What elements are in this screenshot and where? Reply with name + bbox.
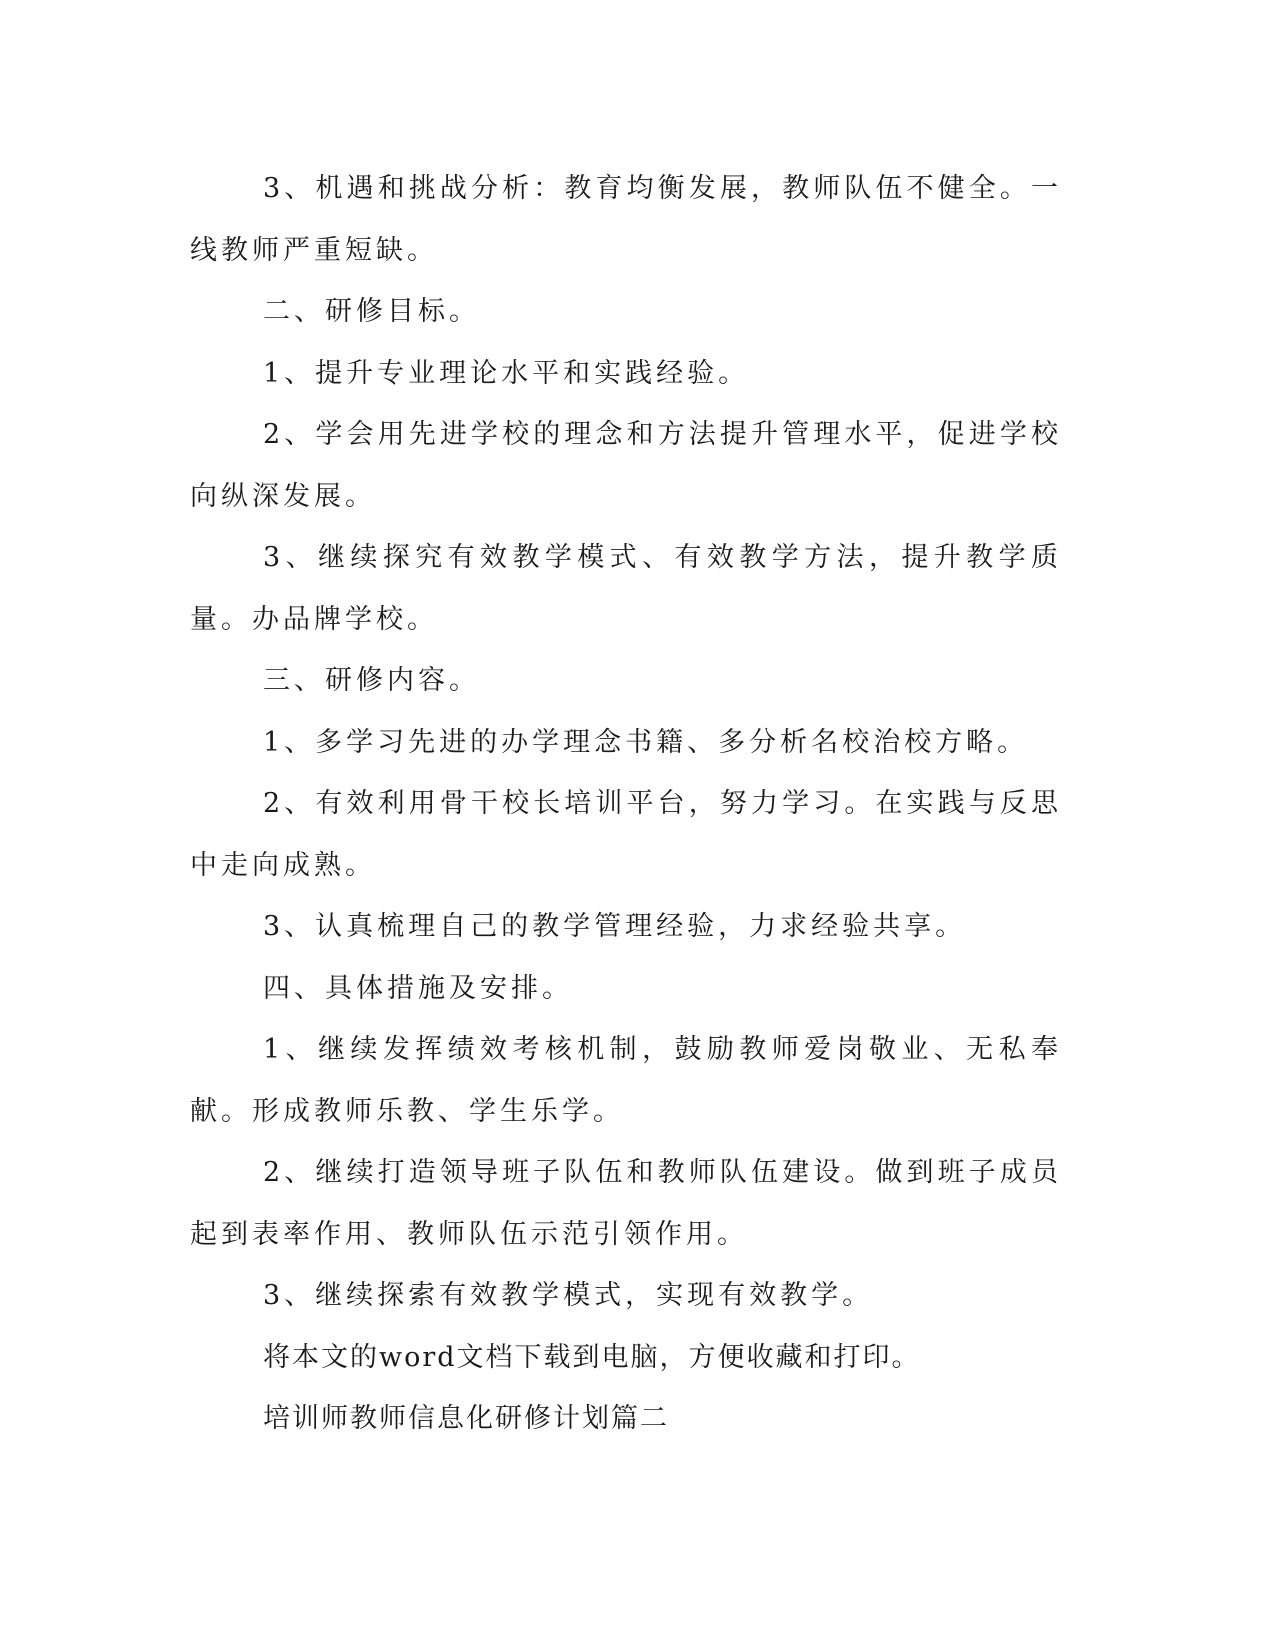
paragraph-goal-3: 3、继续探究有效教学模式、有效教学方法，提升教学质量。办品牌学校。 <box>190 542 1062 635</box>
paragraph-download-note: 将本文的word文档下载到电脑，方便收藏和打印。 <box>263 1341 921 1373</box>
paragraph-goal-2: 2、学会用先进学校的理念和方法提升管理水平，促进学校向纵深发展。 <box>190 419 1062 512</box>
paragraph-measure-1: 1、继续发挥绩效考核机制，鼓励教师爱岗敬业、无私奉献。形成教师乐教、学生乐学。 <box>190 1034 1062 1127</box>
paragraph-opportunities: 3、机遇和挑战分析：教育均衡发展，教师队伍不健全。一线教师严重短缺。 <box>190 173 1062 266</box>
paragraph-content-3: 3、认真梳理自己的教学管理经验，力求经验共享。 <box>263 911 967 942</box>
heading-part-two: 培训师教师信息化研修计划篇二 <box>263 1403 669 1434</box>
heading-research-content: 三、研修内容。 <box>263 665 480 696</box>
heading-research-goals: 二、研修目标。 <box>263 296 480 327</box>
heading-measures: 四、具体措施及安排。 <box>263 972 573 1004</box>
document-body <box>190 158 1062 1450</box>
paragraph-content-2: 2、有效利用骨干校长培训平台，努力学习。在实践与反思中走向成熟。 <box>190 788 1062 881</box>
paragraph-content-1: 1、多学习先进的办学理念书籍、多分析名校治校方略。 <box>263 726 1029 758</box>
paragraph-goal-1: 1、提升专业理论水平和实践经验。 <box>263 357 750 389</box>
paragraph-measure-3: 3、继续探索有效教学模式，实现有效教学。 <box>263 1280 874 1311</box>
paragraph-measure-2: 2、继续打造领导班子队伍和教师队伍建设。做到班子成员起到表率作用、教师队伍示范引领作用。 <box>190 1157 1062 1250</box>
